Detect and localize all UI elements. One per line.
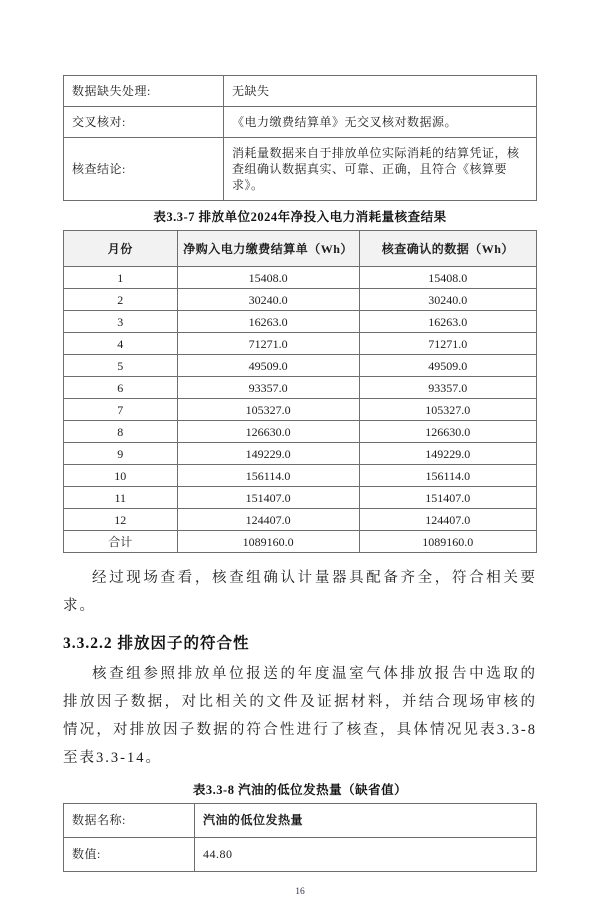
row-value: 消耗量数据来自于排放单位实际消耗的结算凭证，核查组确认数据真实、可靠、正确，且符合《核算要求》。 (224, 138, 537, 201)
table-cell: 71271.0 (359, 333, 536, 355)
table-cell: 93357.0 (177, 377, 359, 399)
table-row (64, 804, 537, 838)
column-header: 月份 (64, 231, 178, 267)
table-row (64, 107, 537, 138)
table-cell: 2 (64, 289, 178, 311)
table-cell: 105327.0 (177, 399, 359, 421)
table-cell: 151407.0 (359, 487, 536, 509)
page-number: 16 (295, 887, 305, 897)
gasoline-heating-value-table (63, 803, 537, 872)
table-cell: 7 (64, 399, 178, 421)
data-quality-table (63, 75, 537, 201)
table-row (64, 465, 537, 487)
table-cell: 合计 (64, 531, 178, 553)
table-cell: 30240.0 (177, 289, 359, 311)
table-cell: 5 (64, 355, 178, 377)
table-cell: 16263.0 (359, 311, 536, 333)
table-cell: 71271.0 (177, 333, 359, 355)
table-row (64, 399, 537, 421)
table-cell: 49509.0 (359, 355, 536, 377)
table-row (64, 311, 537, 333)
table-header-row (64, 231, 537, 267)
table-row (64, 267, 537, 289)
table-cell: 1 (64, 267, 178, 289)
table-cell: 156114.0 (177, 465, 359, 487)
table-cell: 149229.0 (359, 443, 536, 465)
row-label: 核查结论: (64, 138, 224, 201)
column-header: 净购入电力缴费结算单（Wh） (177, 231, 359, 267)
table-row (64, 531, 537, 553)
table-cell: 149229.0 (177, 443, 359, 465)
table-cell: 15408.0 (177, 267, 359, 289)
table-cell: 126630.0 (177, 421, 359, 443)
row-value: 无缺失 (224, 76, 537, 107)
paragraph-site-check: 经过现场查看，核查组确认计量器具配备齐全，符合相关要求。 (63, 570, 537, 614)
table-cell: 151407.0 (177, 487, 359, 509)
table-cell: 16263.0 (177, 311, 359, 333)
row-value: 《电力缴费结算单》无交叉核对数据源。 (224, 107, 537, 138)
table-row (64, 838, 537, 872)
table-cell: 105327.0 (359, 399, 536, 421)
table-row (64, 138, 537, 201)
electricity-consumption-table (63, 230, 537, 553)
table-338-caption: 表3.3-8 汽油的低位发热量（缺省值） (192, 783, 408, 797)
table-row (64, 289, 537, 311)
table-cell: 11 (64, 487, 178, 509)
table-cell: 30240.0 (359, 289, 536, 311)
table-cell: 93357.0 (359, 377, 536, 399)
row-label: 交叉核对: (64, 107, 224, 138)
table-cell: 156114.0 (359, 465, 536, 487)
table-row (64, 333, 537, 355)
table-row (64, 421, 537, 443)
table-cell: 124407.0 (177, 509, 359, 531)
row-label: 数据缺失处理: (64, 76, 224, 107)
table-cell: 3 (64, 311, 178, 333)
table-cell: 124407.0 (359, 509, 536, 531)
table-row (64, 443, 537, 465)
table-cell: 8 (64, 421, 178, 443)
table-cell: 4 (64, 333, 178, 355)
table-cell: 15408.0 (359, 267, 536, 289)
table-cell: 9 (64, 443, 178, 465)
table-cell: 126630.0 (359, 421, 536, 443)
row-value: 44.80 (195, 838, 537, 872)
table-cell: 12 (64, 509, 178, 531)
table-row (64, 76, 537, 107)
paragraph-emission-factors: 核查组参照排放单位报送的年度温室气体排放报告中选取的排放因子数据，对比相关的文件及证据材料，并结合现场审核的情况，对排放因子数据的符合性进行了核查，具体情况见表3.3-8至表3.3-14。 (63, 666, 537, 766)
table-cell: 1089160.0 (177, 531, 359, 553)
table-row (64, 377, 537, 399)
section-heading-3-3-2-2: 3.3.2.2 排放因子的符合性 (63, 635, 250, 652)
column-header: 核查确认的数据（Wh） (359, 231, 536, 267)
table-row (64, 355, 537, 377)
table-cell: 1089160.0 (359, 531, 536, 553)
table-row (64, 509, 537, 531)
table-337-caption: 表3.3-7 排放单位2024年净投入电力消耗量核查结果 (153, 210, 447, 224)
table-cell: 6 (64, 377, 178, 399)
row-label: 数据名称: (64, 804, 195, 838)
row-label: 数值: (64, 838, 195, 872)
table-cell: 49509.0 (177, 355, 359, 377)
table-cell: 10 (64, 465, 178, 487)
row-value: 汽油的低位发热量 (195, 804, 537, 838)
table-row (64, 487, 537, 509)
